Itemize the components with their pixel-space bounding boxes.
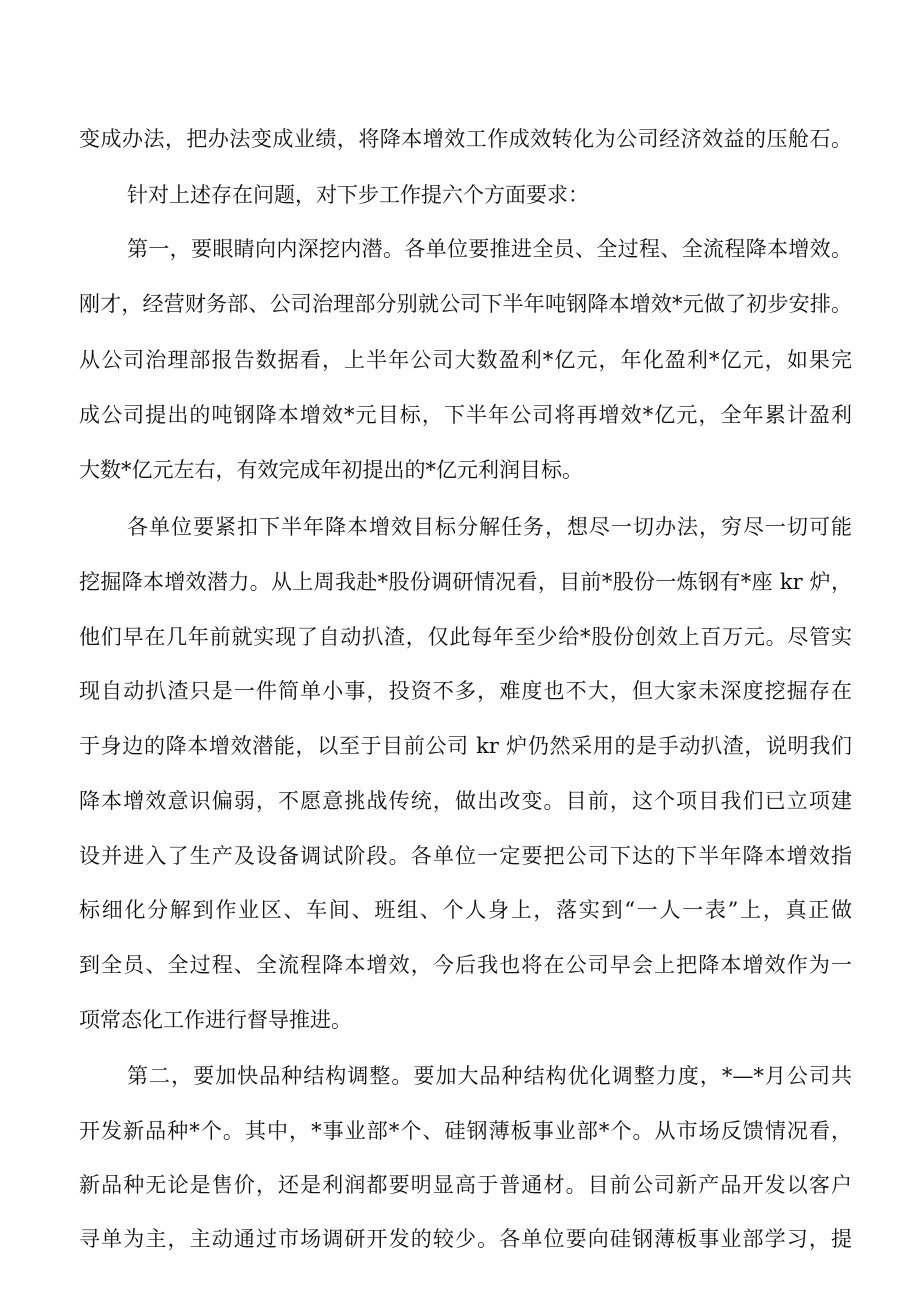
paragraph-line: 项常态化工作进行督导推进。 <box>79 1008 352 1032</box>
paragraph-line: 标细化分解到作业区、车间、班组、个人身上，落实到“一人一表”上，真正做 <box>79 898 852 922</box>
paragraph-line: 现自动扒渣只是一件简单小事，投资不多，难度也不大，但大家未深度挖掘存在 <box>79 679 852 703</box>
paragraph-line: 开发新品种*个。其中，*事业部*个、硅钢薄板事业部*个。从市场反馈情况看， <box>79 1119 852 1143</box>
paragraph-line: 到全员、全过程、全流程降本增效，今后我也将在公司早会上把降本增效作为一 <box>79 953 852 977</box>
paragraph-line: 于身边的降本增效潜能，以至于目前公司 kr 炉仍然采用的是手动扒渣，说明我们 <box>79 734 852 758</box>
paragraph-line: 变成办法，把办法变成业绩，将降本增效工作成效转化为公司经济效益的压舱石。 <box>79 127 852 151</box>
paragraph-line: 刚才，经营财务部、公司治理部分别就公司下半年吨钢降本增效*元做了初步安排。 <box>79 292 852 316</box>
paragraph-line: 挖掘降本增效潜力。从上周我赴*股份调研情况看，目前*股份一炼钢有*座 kr 炉， <box>79 570 852 594</box>
paragraph-line: 针对上述存在问题，对下步工作提六个方面要求： <box>127 183 589 207</box>
paragraph-line: 成公司提出的吨钢降本增效*元目标，下半年公司将再增效*亿元，全年累计盈利 <box>79 403 852 427</box>
paragraph-line: 从公司治理部报告数据看，上半年公司大数盈利*亿元，年化盈利*亿元，如果完 <box>79 348 852 372</box>
paragraph-line: 各单位要紧扣下半年降本增效目标分解任务，想尽一切办法，穷尽一切可能 <box>127 515 852 539</box>
paragraph-line: 第二，要加快品种结构调整。要加大品种结构优化调整力度，*—*月公司共 <box>127 1064 852 1088</box>
paragraph-line: 第一，要眼睛向内深挖内潜。各单位要推进全员、全过程、全流程降本增效。 <box>127 237 852 261</box>
paragraph-line: 设并进入了生产及设备调试阶段。各单位一定要把公司下达的下半年降本增效指 <box>79 844 852 868</box>
paragraph-line: 他们早在几年前就实现了自动扒渣，仅此每年至少给*股份创效上百万元。尽管实 <box>79 625 852 649</box>
paragraph-line: 寻单为主，主动通过市场调研开发的较少。各单位要向硅钢薄板事业部学习，提 <box>79 1227 852 1251</box>
paragraph-line: 新品种无论是售价，还是利润都要明显高于普通材。目前公司新产品开发以客户 <box>79 1173 852 1197</box>
paragraph-line: 降本增效意识偏弱，不愿意挑战传统，做出改变。目前，这个项目我们已立项建 <box>79 789 852 813</box>
paragraph-line: 大数*亿元左右，有效完成年初提出的*亿元利润目标。 <box>79 458 583 482</box>
